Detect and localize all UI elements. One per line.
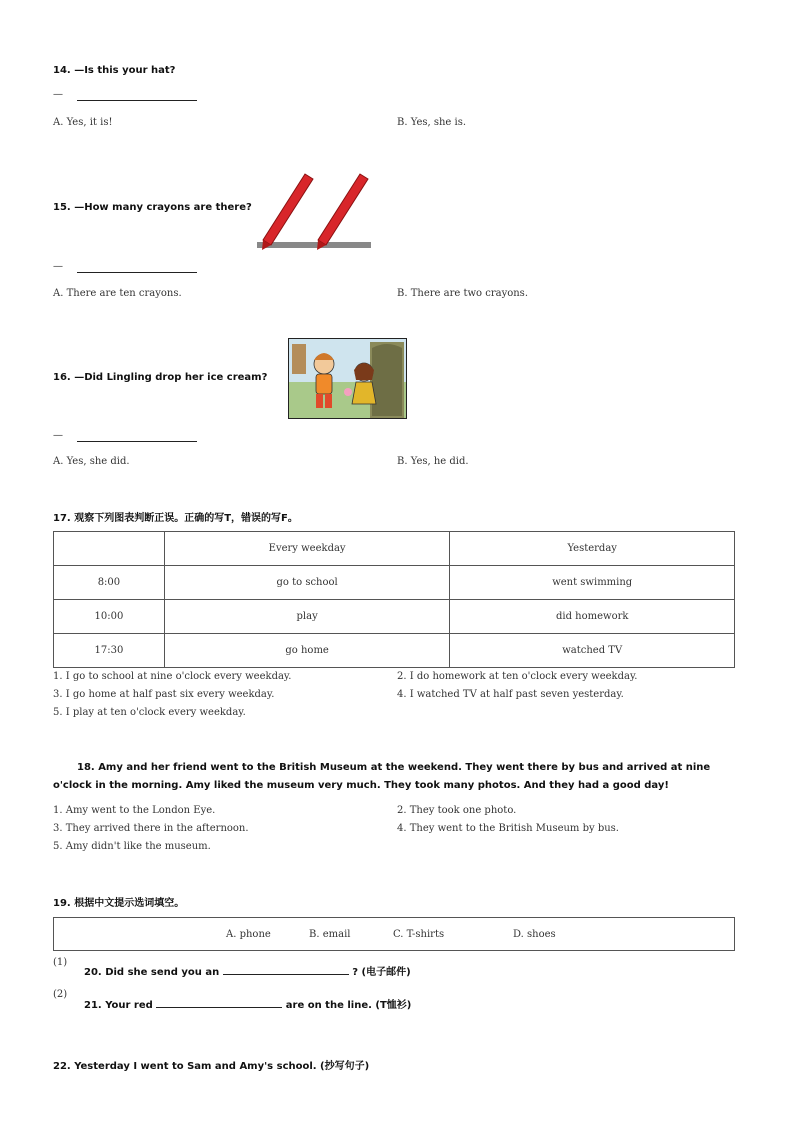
q20-before: 20. Did she send you an — [84, 967, 220, 978]
q14-option-b[interactable]: B. Yes, she is. — [397, 117, 467, 128]
q19-item1-number: (1) — [53, 957, 68, 968]
q17-instruction: 17. 观察下列图表判断正误。正确的写T，错误的写F。 — [53, 513, 298, 524]
table-header-cell: Yesterday — [450, 532, 735, 566]
table-header-row — [54, 532, 735, 566]
crayons-image — [255, 170, 373, 252]
q14-question: 14. —Is this your hat? — [53, 65, 176, 76]
q19-instruction: 19. 根据中文提示选词填空。 — [53, 898, 185, 909]
q15-answer-dash: — — [53, 261, 63, 272]
q14-answer-dash: — — [53, 89, 63, 100]
word-choice-tshirts: C. T-shirts — [393, 929, 445, 940]
q15-option-b[interactable]: B. There are two crayons. — [397, 288, 528, 299]
q21-before: 21. Your red — [84, 1000, 153, 1011]
q21-answer-blank[interactable] — [156, 997, 282, 1008]
q20-after: ? (电子邮件) — [352, 967, 411, 978]
q18-statement-1: 1. Amy went to the London Eye. — [53, 805, 216, 816]
q18-statement-4: 4. They went to the British Museum by bus. — [397, 823, 619, 834]
yesterday-cell: watched TV — [450, 634, 735, 668]
q18-statement-3: 3. They arrived there in the afternoon. — [53, 823, 249, 834]
q18-passage-line2: o'clock in the morning. Amy liked the museum very much. They took many photos. And they had a good day! — [53, 780, 669, 791]
q14-option-a[interactable]: A. Yes, it is! — [53, 117, 113, 128]
q15-option-a[interactable]: A. There are ten crayons. — [53, 288, 182, 299]
q18-passage-line1: 18. Amy and her friend went to the British Museum at the weekend. They went there by bus and arrived at nine — [77, 762, 711, 773]
table-header-cell — [54, 532, 165, 566]
time-cell: 8:00 — [54, 566, 165, 600]
q17-statement-1: 1. I go to school at nine o'clock every weekday. — [53, 671, 292, 682]
q22-question: 22. Yesterday I went to Sam and Amy's school. (抄写句子) — [53, 1061, 370, 1072]
q18-statement-5: 5. Amy didn't like the museum. — [53, 841, 211, 852]
cartoon-image — [288, 338, 407, 419]
q17-statement-2: 2. I do homework at ten o'clock every weekday. — [397, 671, 638, 682]
q20-sentence — [84, 963, 411, 978]
q21-sentence — [84, 996, 411, 1011]
word-choice-phone: A. phone — [226, 929, 271, 940]
time-cell: 10:00 — [54, 600, 165, 634]
weekday-cell: play — [164, 600, 450, 634]
time-cell: 17:30 — [54, 634, 165, 668]
q17-statement-3: 3. I go home at half past six every weekday. — [53, 689, 275, 700]
table-header-cell: Every weekday — [164, 532, 450, 566]
schedule-table — [53, 531, 735, 668]
q16-option-a[interactable]: A. Yes, she did. — [53, 456, 130, 467]
q17-statement-4: 4. I watched TV at half past seven yesterday. — [397, 689, 624, 700]
q16-answer-dash: — — [53, 430, 63, 441]
crayon-2 — [317, 174, 368, 250]
q21-after: are on the line. (T恤衫) — [285, 1000, 412, 1011]
word-choice-email: B. email — [309, 929, 351, 940]
weekday-cell: go to school — [164, 566, 450, 600]
yesterday-cell: went swimming — [450, 566, 735, 600]
word-choice-shoes: D. shoes — [513, 929, 556, 940]
q16-option-b[interactable]: B. Yes, he did. — [397, 456, 469, 467]
q15-question: 15. —How many crayons are there? — [53, 202, 252, 213]
table-row — [54, 600, 735, 634]
yesterday-cell: did homework — [450, 600, 735, 634]
q18-statement-2: 2. They took one photo. — [397, 805, 517, 816]
q19-item2-number: (2) — [53, 989, 68, 1000]
table-row — [54, 634, 735, 668]
q20-answer-blank[interactable] — [223, 964, 349, 975]
q16-answer-blank[interactable] — [77, 429, 197, 442]
weekday-cell: go home — [164, 634, 450, 668]
q15-answer-blank[interactable] — [77, 260, 197, 273]
crayon-1 — [262, 174, 313, 250]
table-row — [54, 566, 735, 600]
q16-question: 16. —Did Lingling drop her ice cream? — [53, 372, 268, 383]
q17-statement-5: 5. I play at ten o'clock every weekday. — [53, 707, 246, 718]
q14-answer-blank[interactable] — [77, 88, 197, 101]
